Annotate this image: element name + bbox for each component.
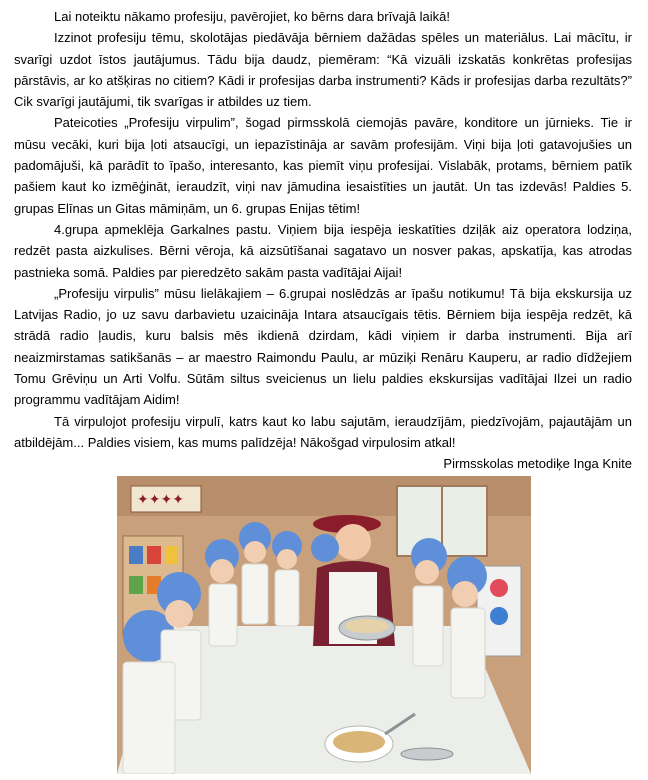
article-paragraph-1: Lai noteiktu nākamo profesiju, pavērojiet, ko bērns dara brīvajā laikā! <box>54 9 450 24</box>
article-paragraph-5: „Profesiju virpulis” mūsu lielākajiem – 6.grupai noslēdzās ar īpašu notikumu! Tā bija ekskursija uz Latvijas Radio, jo uz savu darbavietu uzaicināja Intara atsaucīgais tētis. Bērniem bija iespēja redzēt, kā strādā radio ļaudis, kuru balsis mēs ikdienā dzirdam, kādi viņiem ir darba instrumenti. Bija arī neaizmirstamas satikšanās – ar maestro Raimondu Paulu, ar mūziķi Renāru Kauperu, ar radio dīdžejiem Tomu Grēviņu un Arti Volfu. Sūtām siltus sveicienus un lielu paldies ekskursijas vadītājai Ilzei un radio programmu vadītājam Aidim! <box>14 285 632 408</box>
article-paragraph-2: Izzinot profesiju tēmu, skolotājas piedāvāja bērniem dažādas spēles un materiālus. Lai mācītu, ir svarīgi uzdot īstos jautājumus. Tādu bija daudz, piemēram: “Kā vizuāli izskatās konkrētas profesijas pārstāvis, ar ko atšķiras no citiem? Kādi ir profesijas darba instrumenti? Kāds ir profesijas darba rezultāts?” Cik svarīgi jautājumi, tik svarīgas ir atbildes uz tiem. <box>14 30 632 110</box>
svg-text:✦✦✦✦: ✦✦✦✦ <box>137 492 184 508</box>
photo-illustration <box>117 476 531 774</box>
article-paragraph-6: Tā virpulojot profesiju virpulī, katrs kaut ko labu sajutām, ieraudzījām, piedzīvojām, pajautājām un atbildējām... Paldies visiem, kas mums palīdzēja! Nākošgad virpulosim atkal! <box>14 413 632 450</box>
author-signature: Pirmsskolas metodiķe Inga Knite <box>443 456 632 472</box>
article <box>14 6 632 475</box>
article-paragraph-4: 4.grupa apmeklēja Garkalnes pastu. Viņiem bija iespēja ieskatīties dziļāk aiz operatora lodziņa, redzēt pasta aizkulises. Bērni vēroja, kā aizsūtīšanai sagatavo un nosver pakas, apskatīja, kas atrodas pastnieka somā. Paldies par pieredzēto sakām pasta vadītājai Aijai! <box>14 221 632 280</box>
classroom-cooking-photo <box>117 476 531 774</box>
article-paragraph-3: Pateicoties „Profesiju virpulim”, šogad pirmsskolā ciemojās pavāre, konditore un jūrnieks. Tie ir mūsu vecāki, kuri bija ļoti atsaucīgi, un iepazīstināja ar savām profesijām. Viņi bija ļoti gatavojušies un padomājuši, kā parādīt to īpašo, interesanto, kas piemīt viņu profesijai. Vislabāk, protams, bērniem patīk pašiem kaut ko izmēģināt, ieraudzīt, viņi nav jāmudina iesaistīties un jautāt. Un tas izdevās! Paldies 5. grupas Elīnas un Gitas māmiņām, un 6. grupas Enijas tētim! <box>14 115 632 216</box>
